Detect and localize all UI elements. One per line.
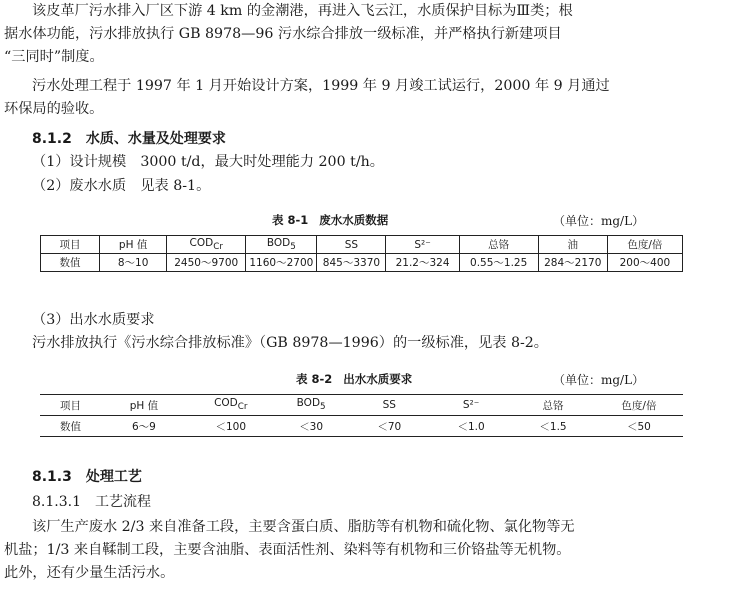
table2-caption-number: 表 8-2 [296,372,333,386]
table-header-row [41,236,683,254]
table-cell: ＜100 [187,416,275,437]
table-wastewater-quality [40,235,683,272]
table1-unit: （单位：mg/L） [553,214,645,228]
paragraph-wastewater-sources [4,516,726,585]
paragraph-project-history [4,75,726,121]
table-cell: 2450～9700 [167,254,246,272]
table-cell: 0.55～1.25 [459,254,538,272]
table-row [40,416,683,437]
text-line: 环保局的验收。 [4,101,104,117]
header-cell: S²⁻ [431,395,511,416]
text-line: 污水排放执行《污水综合排放标准》（GB 8978—1996）的一级标准，见表 8-2。 [32,335,548,351]
table1-caption-title: 废水水质数据 [319,213,389,227]
table2-unit: （单位：mg/L） [553,373,645,387]
text-line: 机盐；1/3 来自鞣制工段，主要含油脂、表面活性剂、染料等有机物和三价铬盐等无机物。 [4,542,571,558]
table-cell: ＜70 [348,416,432,437]
text-line: 该皮革厂污水排入厂区下游 4 km 的金潮港，再进入飞云江，水质保护目标为Ⅲ类；根 [32,3,573,19]
header-cell: 色度/倍 [595,395,683,416]
table1-caption [272,212,388,228]
header-cell: S²⁻ [386,236,459,254]
table-cell: 200～400 [607,254,682,272]
item-effluent-requirement [4,309,726,332]
header-cell: 总铬 [459,236,538,254]
text-line: （2）废水水质 见表 8-1。 [32,178,211,194]
table1-caption-number: 表 8-1 [272,213,309,227]
header-cell: $BOD_5$ [246,236,317,254]
text-line: （3）出水水质要求 [32,312,155,328]
paragraph-discharge-target [4,0,726,69]
table-cell: 数值 [41,254,100,272]
table-cell: 1160～2700 [246,254,317,272]
table2-caption-title: 出水水质要求 [343,372,413,386]
table2-caption [296,371,412,387]
table-cell: 284～2170 [538,254,607,272]
section-heading-8-1-2: 8.1.2 水质、水量及处理要求 [32,131,226,147]
header-cell: $COD_{Cr}$ [167,236,246,254]
table-cell: 数值 [40,416,101,437]
table-cell: ＜50 [595,416,683,437]
header-cell: $COD_{Cr}$ [187,395,275,416]
text-line: （1）设计规模 3000 t/d，最大时处理能力 200 t/h。 [32,154,384,170]
table-cell: 8～10 [100,254,167,272]
header-cell: 项目 [41,236,100,254]
text-line: 据水体功能，污水排放执行 GB 8978—96 污水综合排放一级标准，并严格执行新建项目 [4,26,562,42]
item-design-scale [4,151,726,174]
table-cell: ＜1.0 [431,416,511,437]
header-cell: 色度/倍 [607,236,682,254]
text-line: 污水处理工程于 1997 年 1 月开始设计方案，1999 年 9 月竣工试运行，2000 年 9 月通过 [32,78,610,94]
header-cell: pH 值 [101,395,187,416]
header-cell: 项目 [40,395,101,416]
text-line: “三同时”制度。 [4,49,104,65]
section-heading-8-1-3: 8.1.3 处理工艺 [32,469,142,485]
header-cell: 总铬 [511,395,595,416]
table-row [41,254,683,272]
table-cell: ＜1.5 [511,416,595,437]
paragraph-discharge-standard [4,332,726,355]
table-cell: 845～3370 [317,254,386,272]
item-wastewater-quality [4,175,726,198]
header-cell: SS [317,236,386,254]
table-cell: 6～9 [101,416,187,437]
header-cell: $BOD_5$ [275,395,348,416]
text-line: 此外，还有少量生活污水。 [4,565,175,581]
header-cell: 油 [538,236,607,254]
table-cell: 21.2～324 [386,254,459,272]
text-line: 该厂生产废水 2/3 来自准备工段，主要含蛋白质、脂肪等有机物和硫化物、氯化物等无 [32,519,575,535]
header-cell: pH 值 [100,236,167,254]
subsection-heading-8-1-3-1: 8.1.3.1 工艺流程 [32,494,151,510]
table-effluent-requirements [40,394,683,437]
header-cell: SS [348,395,432,416]
table-header-row [40,395,683,416]
table-cell: ＜30 [275,416,348,437]
